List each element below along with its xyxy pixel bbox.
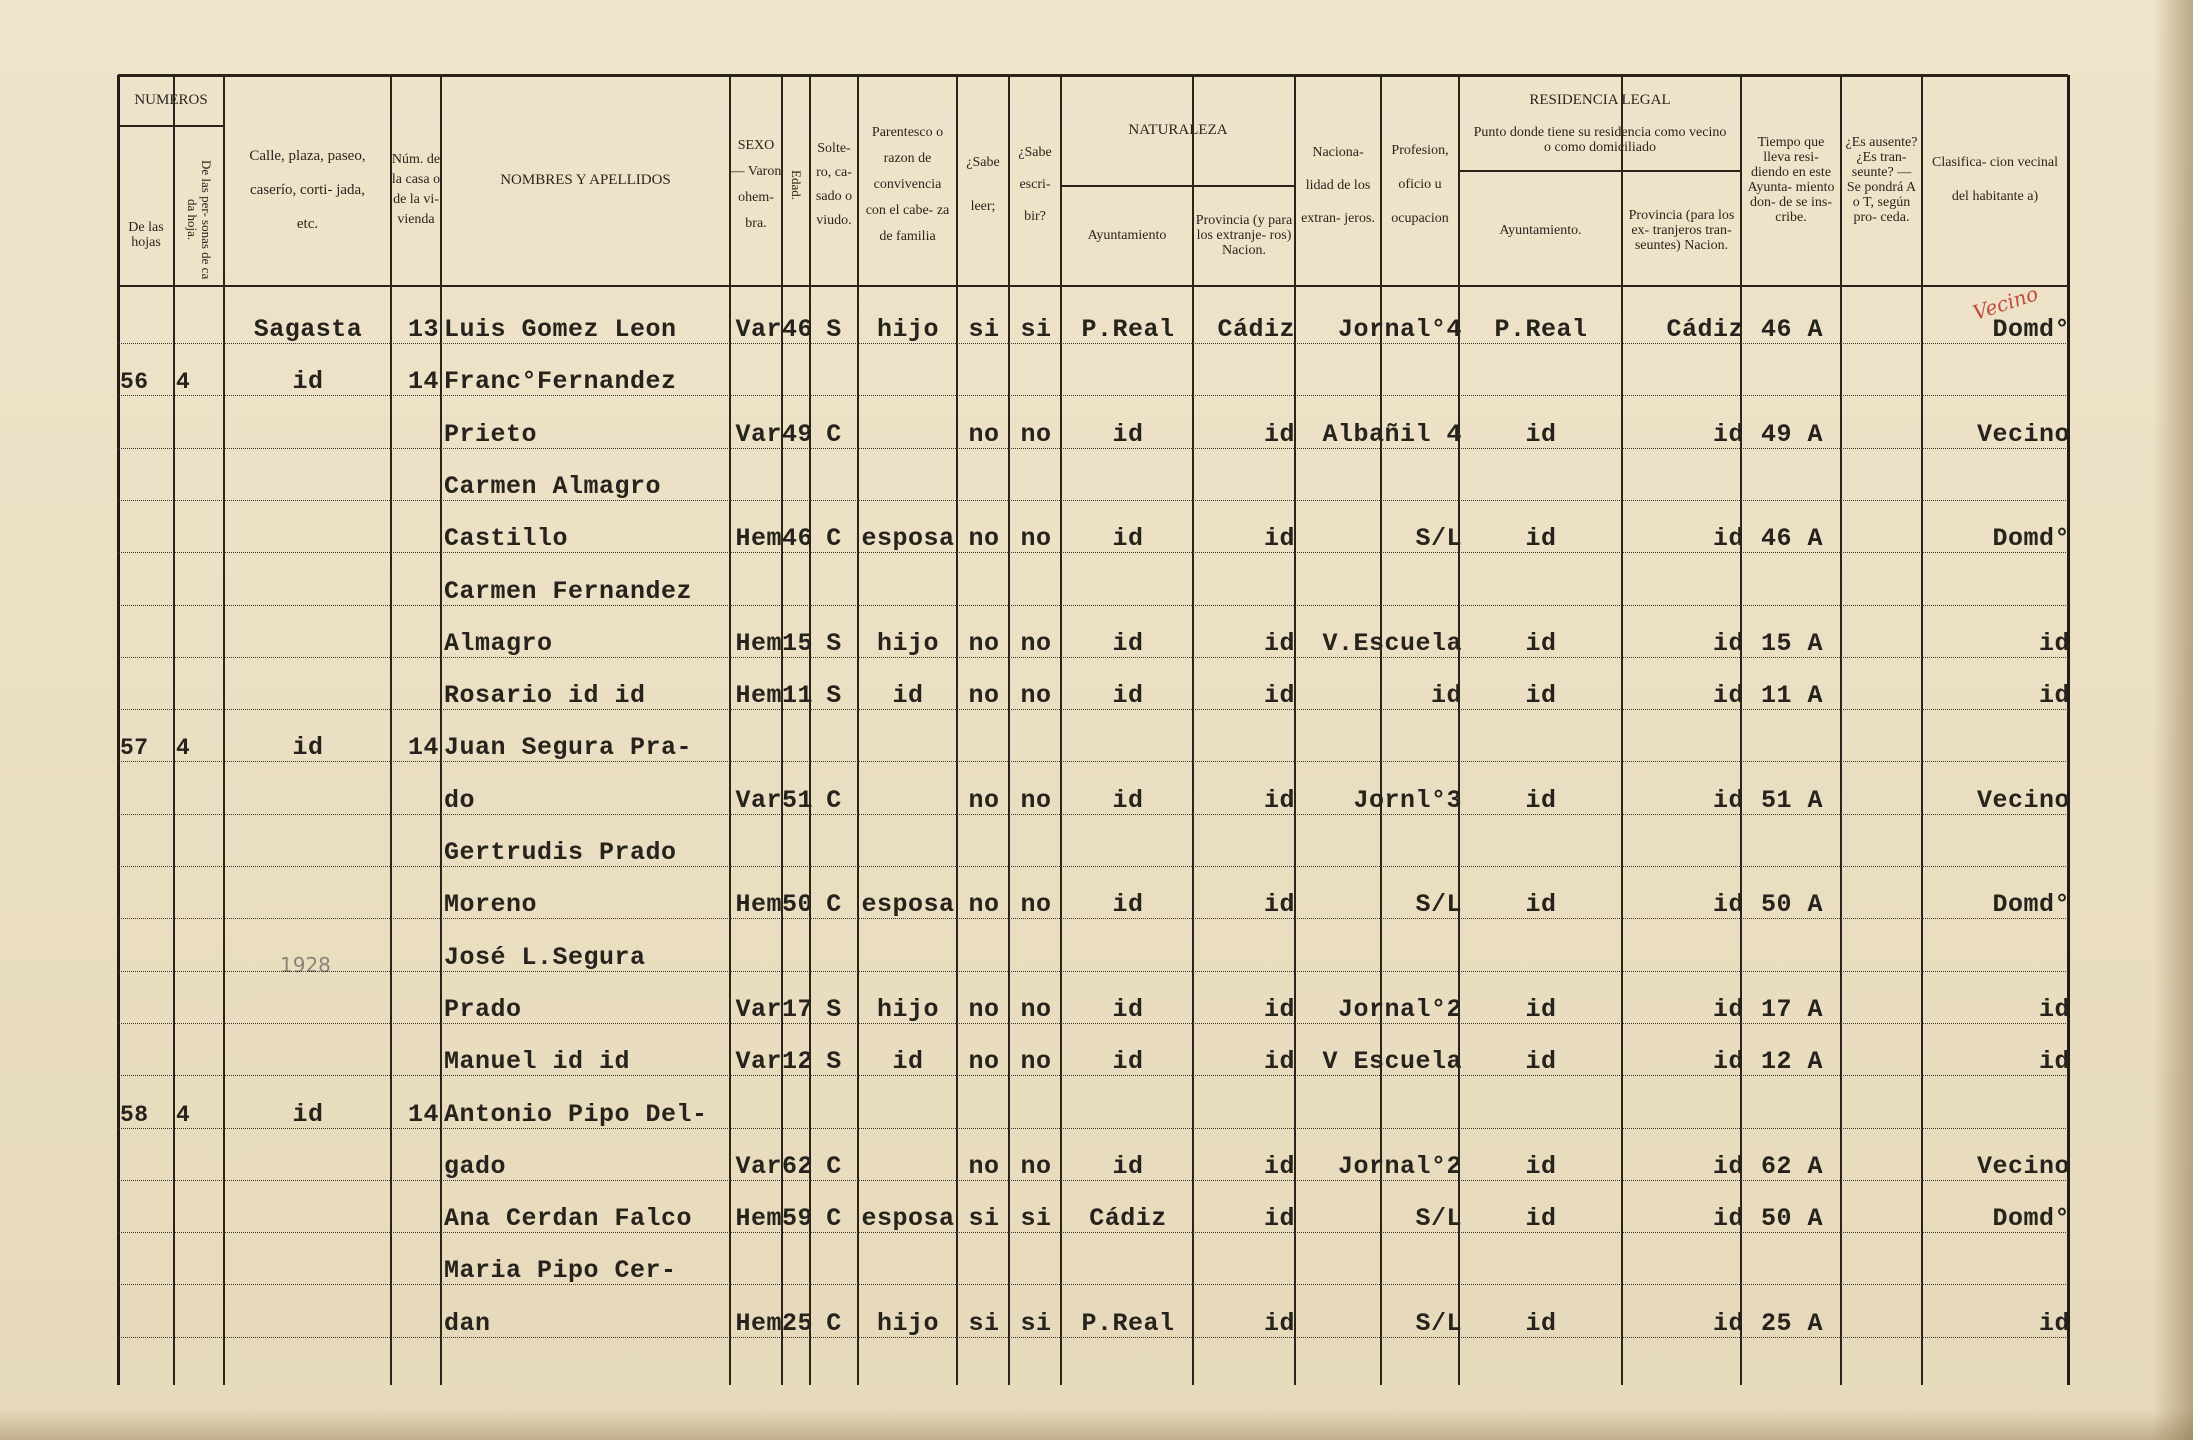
header-escribir: ¿Sabe escri- bir? <box>1018 145 1052 224</box>
header-num-casa: Núm. de la casa o de la vi- vienda <box>391 152 441 227</box>
header-profesion: Profesion, oficio u ocupacion <box>1391 143 1449 226</box>
cell-res-ayto: id <box>1525 628 1557 658</box>
cell-hoja: 57 <box>120 735 149 762</box>
census-table <box>118 75 2068 1385</box>
column-rule <box>1458 75 1460 1385</box>
cell-profesion: Jornal°2 <box>1337 994 1462 1024</box>
column-rule <box>809 75 811 1385</box>
column-rule <box>390 75 392 1385</box>
cell-nombre: Ana Cerdan Falco <box>444 1204 693 1234</box>
cell-nombre: Almagro <box>444 628 553 658</box>
cell-nat-ayto: id <box>1112 628 1144 658</box>
cell-profesion: Jornl°3 <box>1353 785 1462 815</box>
row-rule <box>118 1284 2068 1285</box>
header-divider <box>1459 170 1741 172</box>
cell-res-prov: id <box>1712 1047 1744 1077</box>
column-rule <box>781 75 783 1385</box>
cell-escribir: no <box>1020 890 1052 920</box>
cell-res-prov: id <box>1712 628 1744 658</box>
cell-leer: no <box>968 681 1000 711</box>
cell-num: 14 <box>407 1099 439 1129</box>
cell-profesion: Jornal°2 <box>1337 1151 1462 1181</box>
header-residencia-sub: Punto donde tiene su residencia como vecino o como domiciliado <box>1473 125 1727 155</box>
column-rule <box>1008 75 1010 1385</box>
header-residencia: RESIDENCIA LEGAL <box>1529 92 1671 108</box>
cell-nombre: Luis Gomez Leon <box>444 315 677 344</box>
cell-res-prov: Cádiz <box>1666 315 1744 344</box>
cell-profesion: Albañil 4 <box>1322 419 1462 449</box>
column-rule <box>440 75 442 1385</box>
cell-res-prov: id <box>1712 890 1744 920</box>
cell-nat-prov: id <box>1263 681 1295 711</box>
header-parentesco: Parentesco o razon de convivencia con el cabe- za de familia <box>865 125 950 244</box>
cell-nat-prov: id <box>1263 524 1295 554</box>
cell-estado: C <box>826 1204 842 1234</box>
cell-edad: 15 <box>782 628 814 658</box>
cell-estado: C <box>826 890 842 920</box>
cell-tiempo: 46 A <box>1760 315 1823 344</box>
column-rule <box>1380 75 1382 1385</box>
cell-nat-ayto: P.Real <box>1081 315 1175 344</box>
cell-tiempo: 25 A <box>1760 1308 1823 1338</box>
cell-res-ayto: id <box>1525 1151 1557 1181</box>
header-leer: ¿Sabe leer; <box>966 155 1000 214</box>
cell-escribir: no <box>1020 1151 1052 1181</box>
cell-res-prov: id <box>1712 1308 1744 1338</box>
cell-leer: no <box>968 419 1000 449</box>
column-rule <box>173 75 175 1385</box>
cell-tiempo: 51 A <box>1760 785 1823 815</box>
cell-leer: no <box>968 994 1000 1024</box>
cell-profesion: S/L <box>1415 1204 1462 1234</box>
cell-escribir: no <box>1020 419 1052 449</box>
cell-parentesco: hijo <box>876 1308 939 1338</box>
cell-parentesco: esposa <box>861 1204 955 1234</box>
cell-res-ayto: id <box>1525 994 1557 1024</box>
cell-estado: S <box>826 994 842 1024</box>
header-res-ayuntamiento: Ayuntamiento. <box>1499 222 1582 238</box>
cell-profesion: V Escuela <box>1322 1047 1462 1077</box>
cell-nat-ayto: id <box>1112 890 1144 920</box>
cell-clasif: Vecino <box>1976 419 2070 449</box>
cell-tiempo: 12 A <box>1760 1047 1823 1077</box>
cell-parentesco: esposa <box>861 890 955 920</box>
row-rule <box>118 971 2068 972</box>
cell-res-ayto: id <box>1525 1047 1557 1077</box>
header-calle: Calle, plaza, paseo, caserío, corti- jada, etc. <box>249 148 366 232</box>
cell-tiempo: 15 A <box>1760 628 1823 658</box>
cell-num: 14 <box>407 367 439 397</box>
cell-estado: C <box>826 1308 842 1338</box>
cell-nat-prov: id <box>1263 1308 1295 1338</box>
cell-parentesco: hijo <box>876 994 939 1024</box>
cell-clasif: Domd° <box>1992 1204 2070 1234</box>
cell-profesion: S/L <box>1415 524 1462 554</box>
cell-clasif: Vecino <box>1976 785 2070 815</box>
cell-nat-ayto: id <box>1112 419 1144 449</box>
cell-nat-ayto: id <box>1112 1047 1144 1077</box>
column-rule <box>857 75 859 1385</box>
header-edad: Edad. <box>789 170 804 200</box>
cell-edad: 50 <box>782 890 814 920</box>
cell-res-prov: id <box>1712 524 1744 554</box>
cell-clasif: Domd° <box>1992 890 2070 920</box>
column-rule <box>1294 75 1296 1385</box>
cell-tiempo: 49 A <box>1760 419 1823 449</box>
cell-nat-ayto: P.Real <box>1081 1308 1175 1338</box>
cell-parentesco: esposa <box>861 524 955 554</box>
cell-nat-ayto: id <box>1112 994 1144 1024</box>
cell-nombre: Maria Pipo Cer- <box>444 1256 677 1286</box>
cell-estado: C <box>826 524 842 554</box>
cell-parentesco: hijo <box>876 628 939 658</box>
header-naturaleza: NATURALEZA <box>1128 122 1228 138</box>
cell-calle: Sagasta <box>253 315 363 344</box>
cell-res-ayto: id <box>1525 1204 1557 1234</box>
header-nombres: NOMBRES Y APELLIDOS <box>500 172 671 188</box>
cell-nombre: Castillo <box>444 524 569 554</box>
cell-leer: no <box>968 524 1000 554</box>
cell-parentesco: id <box>892 681 924 711</box>
cell-edad: 59 <box>782 1204 814 1234</box>
cell-nombre: José L.Segura <box>444 942 646 972</box>
cell-nombre: Prieto <box>444 419 538 449</box>
cell-num: 14 <box>407 733 439 763</box>
cell-tiempo: 17 A <box>1760 994 1823 1024</box>
cell-edad: 25 <box>782 1308 814 1338</box>
cell-profesion: S/L <box>1415 1308 1462 1338</box>
column-rule <box>1060 75 1062 1385</box>
cell-escribir: no <box>1020 994 1052 1024</box>
cell-escribir: no <box>1020 524 1052 554</box>
cell-nat-prov: id <box>1263 1204 1295 1234</box>
header-sexo: SEXO — Varon ohem- bra. <box>730 138 782 231</box>
cell-nombre: Franc°Fernandez <box>444 367 677 397</box>
cell-res-prov: id <box>1712 419 1744 449</box>
cell-calle: id <box>292 367 324 397</box>
cell-clasif: id <box>2038 1308 2070 1338</box>
cell-nombre: Carmen Fernandez <box>444 576 693 606</box>
cell-escribir: no <box>1020 785 1052 815</box>
cell-nat-ayto: id <box>1112 1151 1144 1181</box>
cell-clasif: id <box>2038 1047 2070 1077</box>
cell-sexo: Hem <box>735 890 782 920</box>
cell-parentesco: id <box>892 1047 924 1077</box>
page-edge-shadow <box>0 1410 2193 1440</box>
cell-clasif: Vecino <box>1976 1151 2070 1181</box>
cell-hoja: 56 <box>120 369 149 396</box>
cell-estado: S <box>826 628 842 658</box>
cell-estado: S <box>826 681 842 711</box>
header-divider <box>118 125 224 127</box>
cell-res-prov: id <box>1712 994 1744 1024</box>
cell-nat-prov: id <box>1263 785 1295 815</box>
cell-tiempo: 50 A <box>1760 890 1823 920</box>
cell-edad: 51 <box>782 785 814 815</box>
column-rule <box>1840 75 1842 1385</box>
cell-res-ayto: id <box>1525 1308 1557 1338</box>
column-rule <box>956 75 958 1385</box>
column-rule <box>1740 75 1742 1385</box>
cell-res-ayto: id <box>1525 681 1557 711</box>
cell-clasif: Domd° <box>1992 315 2070 344</box>
cell-estado: C <box>826 1151 842 1181</box>
column-rule <box>2067 75 2070 1385</box>
cell-res-prov: id <box>1712 681 1744 711</box>
cell-res-ayto: id <box>1525 524 1557 554</box>
cell-res-prov: id <box>1712 785 1744 815</box>
cell-escribir: no <box>1020 1047 1052 1077</box>
cell-profesion: S/L <box>1415 890 1462 920</box>
row-rule <box>118 866 2068 867</box>
column-rule <box>1621 75 1623 1385</box>
cell-num: 13 <box>407 315 439 344</box>
cell-sexo: Hem <box>735 681 782 711</box>
cell-hoja: 58 <box>120 1101 149 1128</box>
cell-clasif: id <box>2038 681 2070 711</box>
cell-nat-prov: id <box>1263 628 1295 658</box>
cell-sexo: Var <box>735 419 782 449</box>
cell-res-prov: id <box>1712 1151 1744 1181</box>
cell-leer: no <box>968 1151 1000 1181</box>
cell-sexo: Hem <box>735 1204 782 1234</box>
cell-estado: S <box>826 315 842 344</box>
header-res-provincia: Provincia (para los ex- tranjeros tran- seuntes) Nacion. <box>1628 207 1735 253</box>
page-edge-shadow <box>2153 0 2193 1440</box>
pencil-note: 1928 <box>280 953 331 977</box>
header-de-las-hojas: De las hojas <box>128 220 164 250</box>
cell-edad: 49 <box>782 419 814 449</box>
header-bottom-rule <box>118 285 2068 287</box>
header-nat-ayuntamiento: Ayuntamiento <box>1087 227 1167 243</box>
cell-leer: si <box>968 1308 1000 1338</box>
cell-edad: 11 <box>782 681 814 711</box>
header-ausente: ¿Es ausente? ¿Es tran- seunte? — Se pondrá A o T, según pro- ceda. <box>1845 135 1918 225</box>
cell-sexo: Var <box>735 785 782 815</box>
cell-parentesco: hijo <box>876 315 939 344</box>
cell-escribir: si <box>1020 1204 1052 1234</box>
cell-nombre: do <box>444 785 476 815</box>
cell-leer: si <box>968 315 1000 344</box>
cell-edad: 17 <box>782 994 814 1024</box>
cell-edad: 46 <box>782 524 814 554</box>
cell-leer: no <box>968 890 1000 920</box>
cell-nombre: Rosario id id <box>444 681 646 711</box>
cell-nat-prov: id <box>1263 1047 1295 1077</box>
cell-estado: C <box>826 785 842 815</box>
cell-nombre: Manuel id id <box>444 1047 631 1077</box>
cell-nat-prov: id <box>1263 994 1295 1024</box>
cell-persona: 4 <box>176 1101 191 1128</box>
cell-profesion: V.Escuela <box>1322 628 1462 658</box>
cell-nombre: gado <box>444 1151 507 1181</box>
cell-escribir: si <box>1020 315 1052 344</box>
cell-calle: id <box>292 733 324 763</box>
cell-tiempo: 46 A <box>1760 524 1823 554</box>
cell-leer: si <box>968 1204 1000 1234</box>
cell-estado: C <box>826 419 842 449</box>
header-clasificacion: Clasifica- cion vecinal del habitante a) <box>1932 155 2058 204</box>
column-rule <box>1192 75 1194 1385</box>
header-de-las-personas: De las per- sonas de ca da hoja. <box>185 160 214 280</box>
row-rule <box>118 500 2068 501</box>
cell-sexo: Var <box>735 1047 782 1077</box>
cell-nombre: Carmen Almagro <box>444 471 662 501</box>
table-top-rule <box>118 74 2068 77</box>
header-nacionalidad: Naciona- lidad de los extran- jeros. <box>1301 144 1375 226</box>
cell-tiempo: 11 A <box>1760 681 1823 711</box>
cell-nombre: Moreno <box>444 890 538 920</box>
cell-res-ayto: id <box>1525 890 1557 920</box>
header-divider <box>1061 185 1295 187</box>
cell-leer: no <box>968 628 1000 658</box>
column-rule <box>117 75 120 1385</box>
cell-res-ayto: id <box>1525 785 1557 815</box>
cell-nombre: Gertrudis Prado <box>444 838 677 867</box>
header-numeros: NUMEROS <box>134 92 208 108</box>
cell-tiempo: 50 A <box>1760 1204 1823 1234</box>
cell-tiempo: 62 A <box>1760 1151 1823 1181</box>
cell-edad: 12 <box>782 1047 814 1077</box>
cell-sexo: Hem <box>735 524 782 554</box>
cell-sexo: Var <box>735 315 782 344</box>
cell-nat-ayto: id <box>1112 785 1144 815</box>
header-nat-provincia: Provincia (y para los extranje- ros) Nacion. <box>1195 212 1293 258</box>
header-estado: Solte- ro, ca- sado o viudo. <box>815 141 853 228</box>
row-rule <box>118 605 2068 606</box>
cell-sexo: Hem <box>735 1308 782 1338</box>
cell-res-ayto: id <box>1525 419 1557 449</box>
cell-nat-ayto: id <box>1112 681 1144 711</box>
cell-persona: 4 <box>176 735 191 762</box>
cell-persona: 4 <box>176 369 191 396</box>
cell-sexo: Var <box>735 994 782 1024</box>
cell-nat-prov: id <box>1263 1151 1295 1181</box>
cell-nat-prov: Cádiz <box>1217 315 1295 344</box>
cell-nombre: dan <box>444 1308 491 1338</box>
cell-escribir: no <box>1020 681 1052 711</box>
cell-escribir: si <box>1020 1308 1052 1338</box>
cell-res-prov: id <box>1712 1204 1744 1234</box>
cell-nombre: Antonio Pipo Del- <box>444 1099 708 1129</box>
cell-clasif: Domd° <box>1992 524 2070 554</box>
column-rule <box>1921 75 1923 1385</box>
cell-leer: no <box>968 1047 1000 1077</box>
column-rule <box>729 75 731 1385</box>
cell-nat-prov: id <box>1263 419 1295 449</box>
cell-profesion: id <box>1430 681 1462 711</box>
cell-nat-prov: id <box>1263 890 1295 920</box>
cell-escribir: no <box>1020 628 1052 658</box>
cell-edad: 46 <box>782 315 814 344</box>
cell-estado: S <box>826 1047 842 1077</box>
cell-leer: no <box>968 785 1000 815</box>
cell-sexo: Var <box>735 1151 782 1181</box>
cell-nombre: Prado <box>444 994 522 1024</box>
column-rule <box>223 75 225 1385</box>
cell-nombre: Juan Segura Pra- <box>444 733 693 763</box>
handwritten-note: Vecino <box>1969 281 2042 325</box>
cell-nat-ayto: id <box>1112 524 1144 554</box>
cell-clasif: id <box>2038 628 2070 658</box>
cell-calle: id <box>292 1099 324 1129</box>
cell-res-ayto: P.Real <box>1494 315 1588 344</box>
header-tiempo: Tiempo que lleva resi- diendo en este Ayunta- miento don- de se ins- cribe. <box>1747 135 1835 225</box>
cell-clasif: id <box>2038 994 2070 1024</box>
cell-edad: 62 <box>782 1151 814 1181</box>
cell-sexo: Hem <box>735 628 782 658</box>
cell-profesion: Jornal°4 <box>1337 315 1462 344</box>
cell-nat-ayto: Cádiz <box>1089 1204 1167 1234</box>
